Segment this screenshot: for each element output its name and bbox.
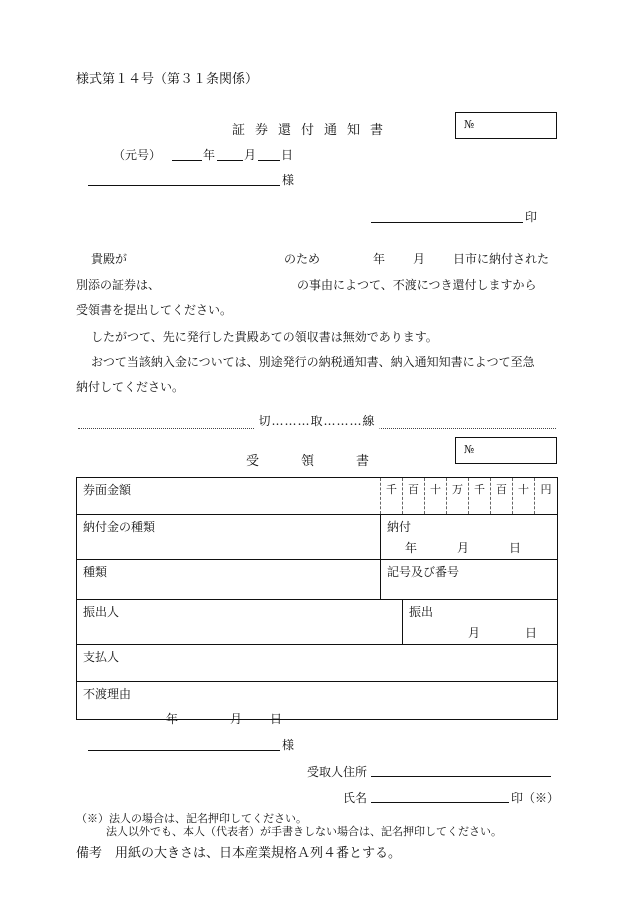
body-reason: の事由によつて、不渡につき還付しますから bbox=[297, 278, 537, 292]
digit-label: 千 bbox=[474, 483, 486, 496]
digit-label: 十 bbox=[430, 483, 442, 496]
payer-label: 支払人 bbox=[83, 650, 120, 664]
receiver-name-label: 氏名 bbox=[343, 791, 368, 805]
digit-label: 千 bbox=[386, 483, 398, 496]
issuer-seal-label: 印 bbox=[525, 210, 538, 224]
face-amount-cell[interactable] bbox=[77, 478, 381, 515]
receipt-month-label: 月 bbox=[230, 712, 243, 726]
notice-day-label: 日 bbox=[281, 148, 294, 162]
notice-number-label: № bbox=[464, 118, 475, 131]
dishonor-reason-label: 不渡理由 bbox=[83, 687, 132, 701]
receiver-seal-label: 印（※） bbox=[511, 791, 560, 805]
face-amount-label: 券面金額 bbox=[83, 483, 132, 497]
payment-day-label: 日 bbox=[509, 541, 522, 555]
payment-date-label: 納付 bbox=[387, 520, 412, 534]
receiver-address-blank[interactable] bbox=[371, 776, 551, 777]
digit-label: 十 bbox=[518, 483, 530, 496]
drawer-row bbox=[77, 600, 558, 645]
footnote-corporate: （※）法人の場合は、記名押印してください。 bbox=[76, 812, 307, 825]
digit-cell[interactable] bbox=[403, 478, 425, 515]
body-for: のため bbox=[284, 252, 321, 266]
dishonor-row bbox=[77, 682, 558, 720]
digit-cell[interactable] bbox=[535, 478, 558, 515]
issue-date-cell[interactable] bbox=[403, 600, 558, 645]
drawer-label: 振出人 bbox=[83, 605, 120, 619]
receipt-table bbox=[76, 477, 558, 720]
issue-month-label: 月 bbox=[467, 626, 480, 640]
addressee-blank[interactable] bbox=[88, 185, 280, 186]
receipt-year-label: 年 bbox=[166, 712, 179, 726]
body-you: 貴殿が bbox=[91, 252, 128, 266]
kind-cell[interactable] bbox=[77, 560, 381, 600]
face-amount-row bbox=[77, 478, 558, 515]
digit-cell[interactable] bbox=[447, 478, 469, 515]
body-payment-note-cont: 納付してください。 bbox=[76, 380, 185, 394]
body-day-paid: 日市に納付された bbox=[453, 252, 550, 266]
receipt-title: 受領書 bbox=[246, 454, 412, 469]
addressee-honorific: 様 bbox=[282, 173, 295, 187]
receiver-name-blank[interactable] bbox=[371, 802, 509, 803]
digit-label: 万 bbox=[452, 483, 464, 496]
notice-month-blank[interactable] bbox=[217, 160, 243, 161]
issue-date-label: 振出 bbox=[409, 605, 434, 619]
cut-line-label: 切………取………線 bbox=[254, 412, 379, 429]
era-label: （元号） bbox=[113, 148, 162, 162]
payment-type-cell[interactable] bbox=[77, 515, 381, 560]
body-payment-note: おつて当該納入金については、別途発行の納税通知書、納入通知知書によつて至急 bbox=[91, 355, 535, 369]
body-securities: 別添の証券は、 bbox=[76, 278, 161, 292]
digit-label: 円 bbox=[540, 483, 552, 496]
body-receipt-void: したがつて、先に発行した貴殿あての領収書は無効であります。 bbox=[91, 330, 438, 344]
body-year: 年 bbox=[373, 252, 386, 266]
body-month: 月 bbox=[413, 252, 426, 266]
payment-type-label: 納付金の種類 bbox=[83, 520, 156, 534]
digit-cell[interactable] bbox=[491, 478, 513, 515]
dishonor-reason-cell[interactable] bbox=[77, 682, 558, 720]
drawer-cell[interactable] bbox=[77, 600, 403, 645]
receipt-number-box[interactable] bbox=[455, 437, 557, 464]
digit-cell[interactable] bbox=[381, 478, 403, 515]
notice-title: 証券還付通知書 bbox=[232, 123, 394, 138]
digit-label: 百 bbox=[496, 483, 508, 496]
remark-paper-size: 備考 用紙の大きさは、日本産業規格Ａ列４番とする。 bbox=[76, 846, 402, 861]
notice-number-box[interactable] bbox=[455, 112, 557, 139]
notice-month-label: 月 bbox=[244, 148, 257, 162]
digit-label: 百 bbox=[408, 483, 420, 496]
notice-year-label: 年 bbox=[203, 148, 216, 162]
payer-cell[interactable] bbox=[77, 645, 558, 682]
footnote-individual: 法人以外でも、本人（代表者）が手書きしない場合は、記名押印してください。 bbox=[106, 825, 502, 838]
receipt-addressee-honorific: 様 bbox=[282, 738, 295, 752]
kind-row bbox=[77, 560, 558, 600]
issue-day-label: 日 bbox=[525, 626, 538, 640]
payment-row bbox=[77, 515, 558, 560]
symbol-number-label: 記号及び番号 bbox=[387, 565, 460, 579]
body-submit-receipt: 受領書を提出してください。 bbox=[76, 303, 233, 317]
notice-year-blank[interactable] bbox=[172, 160, 202, 161]
notice-day-blank[interactable] bbox=[258, 160, 280, 161]
kind-label: 種類 bbox=[83, 565, 108, 579]
cut-line bbox=[78, 413, 556, 429]
receiver-address-label: 受取人住所 bbox=[307, 765, 368, 779]
digit-cell[interactable] bbox=[425, 478, 447, 515]
digit-cell[interactable] bbox=[469, 478, 491, 515]
symbol-number-cell[interactable] bbox=[381, 560, 558, 600]
receipt-addressee-blank[interactable] bbox=[88, 750, 280, 751]
receipt-number-label: № bbox=[464, 443, 475, 456]
form-number: 様式第１４号（第３１条関係） bbox=[76, 72, 259, 87]
payer-row bbox=[77, 645, 558, 682]
issuer-name-blank[interactable] bbox=[371, 222, 523, 223]
payment-date-cell[interactable] bbox=[381, 515, 558, 560]
digit-cell[interactable] bbox=[513, 478, 535, 515]
payment-year-label: 年 bbox=[404, 541, 417, 555]
receipt-day-label: 日 bbox=[270, 712, 283, 726]
payment-month-label: 月 bbox=[456, 541, 469, 555]
